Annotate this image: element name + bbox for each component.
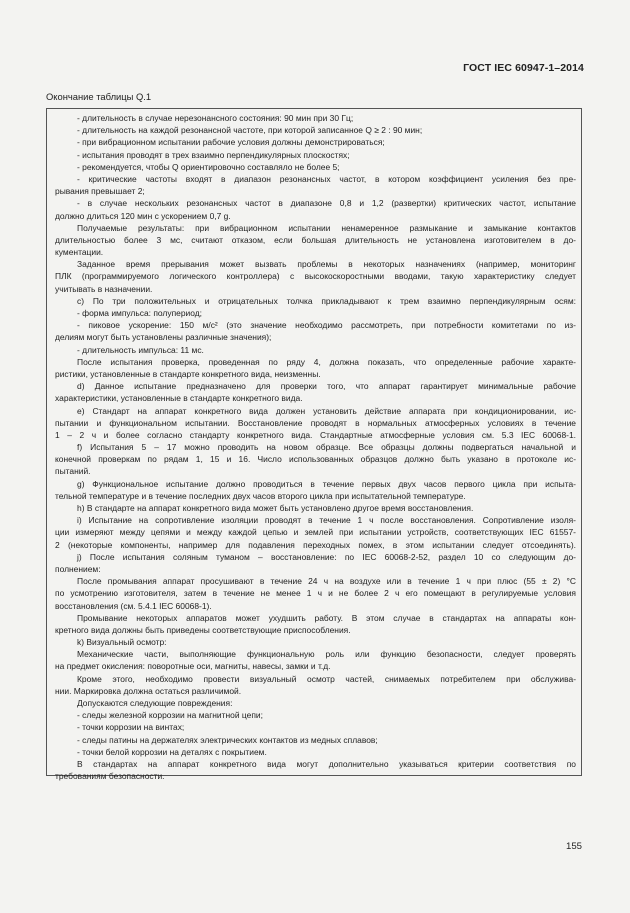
- table-text-line: h) В стандарте на аппарат конкретного вида может быть установлено другое время восстановления.: [77, 503, 474, 513]
- table-text-line: - в случае нескольких резонансных частот в диапазоне 0,8 и 1,2 (развертки) критических частот, испытание: [77, 198, 576, 209]
- table-text-line: i) Испытание на сопротивление изоляции проводят в течение 1 ч после восстановления. Сопротивление изоля-: [77, 515, 576, 526]
- table-text-line: нии. Маркировка должна остаться различимой.: [55, 685, 242, 696]
- table-text-line: ристики, установленные в стандарте конкретного вида, неизменны.: [55, 368, 321, 379]
- table-text-line: f) Испытания 5 – 17 можно проводить на новом образце. Все образцы должны подвергаться начальной и: [77, 442, 576, 453]
- table-text-line: 1 – 2 ч и более согласно стандарту конкретного вида. Стандартные атмосферные условия см. 5.3 IEC 60068-1.: [55, 429, 576, 440]
- table-text-line: - форма импульса: полупериод;: [77, 308, 203, 318]
- table-text-line: Заданное время прерывания может вызвать проблемы в некоторых назначениях (например, мониторинг: [77, 259, 576, 270]
- table-text-line: - длительность импульса: 11 мс.: [77, 344, 204, 355]
- table-text-line: рывания превышает 2;: [55, 186, 145, 197]
- table-text-line: длительностью более 3 мс, считают отказом, если большая длительность не установлена изготовителем в до-: [55, 234, 576, 245]
- table-text-line: c) По три положительных и отрицательных толчка прикладывают к трем взаимно перпендикулярным осям:: [77, 295, 576, 306]
- table-frame: [46, 108, 582, 782]
- table-text-line: В стандартах на аппарат конкретного вида могут дополнительно указываться критерии соответствия по: [77, 758, 576, 769]
- table-text-line: на предмет окисления: поворотные оси, магниты, навесы, замки и т.д.: [55, 661, 331, 672]
- table-text-line: требованиям безопасности.: [55, 771, 165, 782]
- table-text-line: - испытания проводят в трех взаимно перпендикулярных плоскостях;: [77, 149, 350, 160]
- table-text-line: После испытания проверка, проведенная по ряду 4, должна показать, что определенные рабочие характе-: [77, 356, 576, 367]
- table-text-line: делиям могут быть установлены различные значения);: [55, 332, 272, 343]
- table-text-line: - пиковое ускорение: 150 м/с² (это значение необходимо рассмотреть, при потребности комитетами по из-: [77, 320, 576, 331]
- table-text-line: пытании и функциональном испытании. Восстановление проводят в нормальных атмосферных условиях в течение: [55, 417, 576, 428]
- table-text-line: e) Стандарт на аппарат конкретного вида должен установить действие аппарата при кондиционировании, ис-: [77, 405, 576, 416]
- table-text-line: учитывать в назначении.: [55, 283, 153, 294]
- table-text-line: полнением:: [55, 563, 101, 574]
- table-text-line: Промывание некоторых аппаратов может ухудшить работу. В этом случае в стандартах на аппараты кон-: [77, 612, 576, 623]
- table-text-line: d) Данное испытание предназначено для проверки того, что аппарат гарантирует минимальные рабочие: [77, 381, 576, 392]
- table-text-line: 2 (некоторые компоненты, например для подавления переходных помех, в этом испытании следует отсоединять).: [55, 539, 576, 550]
- table-text-line: - длительность в случае нерезонансного состояния: 90 мин при 30 Гц;: [77, 113, 354, 123]
- table-text-line: - длительность на каждой резонансной частоте, при которой записанное Q ≥ 2 : 90 мин;: [77, 125, 423, 136]
- table-text-line: должно длиться 120 мин с ускорением 0,7 g.: [55, 210, 231, 221]
- table-text-line: - точки коррозии на винтах;: [77, 722, 185, 733]
- table-text-line: по усмотрению изготовителя, затем в течение не менее 1 ч и не более 2 ч его помещают в регулируемые условия: [55, 588, 576, 599]
- table-text-line: - следы патины на держателях электрических контактов из медных сплавов;: [77, 734, 378, 745]
- table-caption: Окончание таблицы Q.1: [46, 91, 152, 102]
- page-number: 155: [565, 841, 582, 852]
- table-text-line: Допускаются следующие повреждения:: [77, 698, 233, 708]
- table-text-line: тельной температуре и в течение последних двух часов второго цикла при испытательной температуре.: [55, 490, 466, 501]
- table-text-line: После промывания аппарат просушивают в течение 24 ч на воздухе или в течение 1 ч при плюс (55 ± 2) °C: [77, 576, 576, 587]
- table-text-line: пытаний.: [55, 466, 91, 477]
- table-text: [55, 112, 576, 782]
- table-text-line: конечной проверкам по рядам 1, 15 и 16. Число использованных образцов должно быть указано в протоколе ис-: [55, 454, 576, 465]
- table-text-line: - следы железной коррозии на магнитной цепи;: [77, 710, 263, 721]
- table-text-line: Механические части, выполняющие функциональную роль или функцию безопасности, следует проверять: [77, 649, 576, 660]
- table-text-line: g) Функциональное испытание должно проводиться в течение первых двух часов первого цикла при испыта-: [77, 478, 576, 489]
- table-text-line: характеристики, установленные в стандарте конкретного вида.: [55, 393, 303, 404]
- table-text-line: - точки белой коррозии на деталях с покрытием.: [77, 746, 267, 757]
- table-text-line: кументации.: [55, 247, 104, 258]
- table-text-line: k) Визуальный осмотр:: [77, 637, 167, 648]
- table-text-line: - при вибрационном испытании рабочие условия должны демонстрироваться;: [77, 137, 385, 148]
- table-text-line: восстановления (см. 5.4.1 IEC 60068-1).: [55, 600, 212, 611]
- table-text-line: Получаемые результаты: при вибрационном испытании ненамеренное размыкание и замыкание контактов: [77, 222, 576, 233]
- table-text-line: - критические частоты входят в диапазон резонансных частот, в котором коэффициент усиления без пре-: [77, 173, 576, 184]
- table-text-line: Кроме этого, необходимо провести визуальный осмотр частей, снимаемых потребителем при обслужива-: [77, 673, 576, 684]
- table-text-line: - рекомендуется, чтобы Q ориентировочно составляло не более 5;: [77, 161, 340, 172]
- table-text-line: ции измеряют между цепями и между каждой цепью и землей при испытании устройств, соответствующих IEC 61557-: [55, 527, 576, 538]
- document-header: ГОСТ IEC 60947-1–2014: [463, 62, 584, 74]
- table-text-line: кретного вида должны быть приведены соответствующие приспособления.: [55, 624, 351, 635]
- table-text-line: ПЛК (программируемого логического контроллера) с высокоскоростными вводами, такую характеристику следует: [55, 271, 576, 282]
- table-text-line: j) После испытания соляным туманом – восстановление: по IEC 60068-2-52, раздел 10 со следующим до-: [77, 551, 576, 562]
